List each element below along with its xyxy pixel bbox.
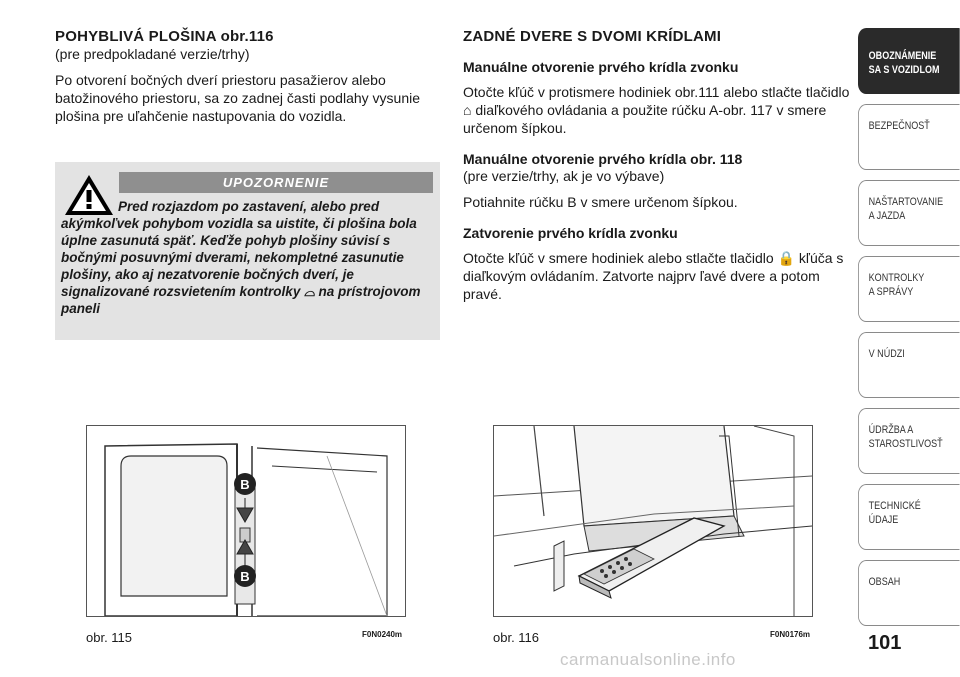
subsection-sub-2: (pre verzie/trhy, ak je vo výbave) — [463, 168, 665, 184]
svg-text:B: B — [240, 477, 250, 492]
subsection-heading-1: Manuálne otvorenie prvého krídla zvonku — [463, 59, 739, 75]
figure-115-caption: obr. 115 — [86, 630, 133, 645]
section-subtitle: (pre predpokladané verzie/trhy) — [55, 46, 250, 62]
subsection-heading-2: Manuálne otvorenie prvého krídla obr. 118 — [463, 151, 743, 167]
figure-115-code: F0N0240m — [362, 630, 403, 639]
figure-116-code: F0N0176m — [770, 630, 811, 639]
subsection-text-1: Otočte kľúč v protismere hodiniek obr.111 alebo stlačte tlačidlo ⌂ diaľkového ovládania a použite rúčku A-obr. 117 v smere určenom šípkou. — [463, 84, 850, 136]
left-column — [55, 28, 440, 125]
tab-emergency[interactable]: V NÚDZI — [858, 332, 960, 398]
tab-familiarisation[interactable]: OBOZNÁMENIE SA S VOZIDLOM — [858, 28, 960, 94]
tab-safety[interactable]: BEZPEČNOSŤ — [858, 104, 960, 170]
figure-115-door-handle — [86, 425, 406, 617]
warning-header: UPOZORNENIE — [119, 172, 433, 193]
tab-starting-driving[interactable]: NAŠTARTOVANIE A JAZDA — [858, 180, 960, 246]
figure-116-caption: obr. 116 — [493, 630, 540, 645]
page-number: 101 — [868, 632, 902, 654]
watermark: carmanualsonline.info — [560, 650, 736, 669]
tab-maintenance[interactable]: ÚDRŽBA A STAROSTLIVOSŤ — [858, 408, 960, 474]
warning-box — [55, 162, 440, 340]
subsection-text-2: Potiahnite rúčku B v smere určenom šípkou. — [463, 194, 738, 210]
middle-column — [463, 28, 853, 303]
subsection-text-3: Otočte kľúč v smere hodiniek alebo stlačte tlačidlo 🔒 kľúča s diaľkovým ovládaním. Zatvorte najprv ľavé dvere a potom pravé. — [463, 250, 844, 302]
door-handle-illustration — [87, 426, 405, 616]
svg-text:B: B — [240, 569, 250, 584]
section-body: Po otvorení bočných dverí priestoru pasažierov alebo batožinového priestoru, sa zo zadnej časti podlahy vysunie plošina pre uľahčenie nastupovania do vozidla. — [55, 72, 420, 124]
section-title-rear-doors: ZADNÉ DVERE S DVOMI KRÍDLAMI — [463, 28, 722, 45]
tab-warning-lights[interactable]: KONTROLKY A SPRÁVY — [858, 256, 960, 322]
chapter-tabs — [858, 28, 960, 636]
figure-116-sliding-step — [493, 425, 813, 617]
sliding-step-illustration — [494, 426, 812, 616]
warning-text: Pred rozjazdom po zastavení, alebo pred akýmkoľvek pohybom vozidla sa uistite, či plošina bola úplne zasunutá späť. Keďže pohyb plošiny súvisí s bočnými posuvnými dverami, nekompletné zasunutie plošiny, ako aj nezatvorenie bočných dverí, je signalizované rozsvietením kontrolky ⌓ na prístrojovom paneli — [61, 199, 421, 316]
tab-technical-data[interactable]: TECHNICKÉ ÚDAJE — [858, 484, 960, 550]
section-title-platform: POHYBLIVÁ PLOŠINA obr.116 — [55, 28, 274, 45]
tab-contents[interactable]: OBSAH — [858, 560, 960, 626]
subsection-heading-3: Zatvorenie prvého krídla zvonku — [463, 225, 678, 241]
